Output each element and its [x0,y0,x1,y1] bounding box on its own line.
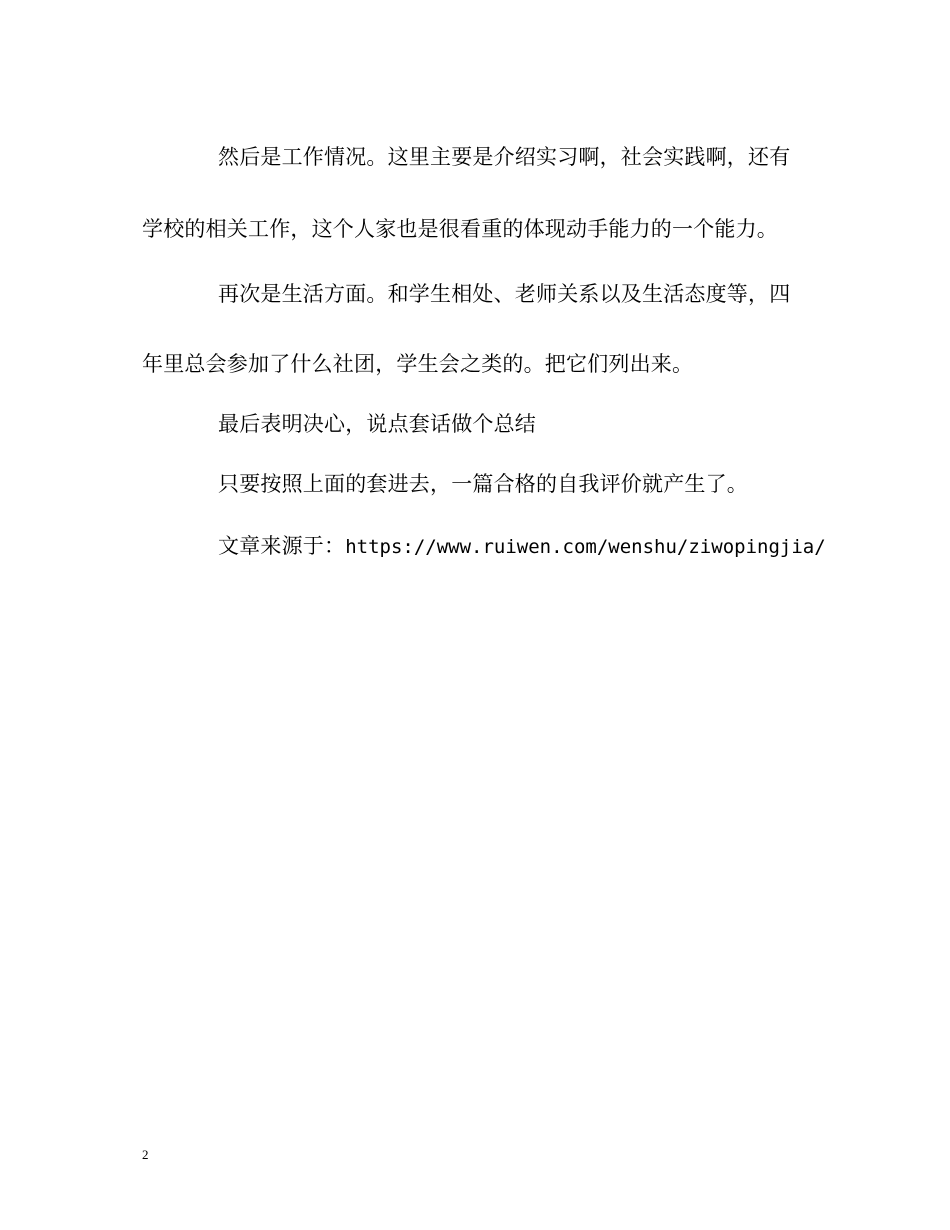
paragraph-line-work-1: 然后是工作情况。这里主要是介绍实习啊，社会实践啊，还有 [218,145,791,169]
paragraph-line-life-1: 再次是生活方面。和学生相处、老师关系以及生活态度等，四 [218,282,791,306]
paragraph-line-work-2: 学校的相关工作，这个人家也是很看重的体现动手能力的一个能力。 [142,217,778,241]
paragraph-line-summary: 只要按照上面的套进去，一篇合格的自我评价就产生了。 [218,472,748,496]
source-label: 文章来源于： [218,534,346,558]
source-line [218,533,826,560]
page-number: 2 [142,1147,149,1162]
paragraph-line-life-2: 年里总会参加了什么社团，学生会之类的。把它们列出来。 [142,352,694,376]
source-url: https://www.ruiwen.com/wenshu/ziwopingjia/ [345,536,826,558]
paragraph-line-conclusion: 最后表明决心，说点套话做个总结 [218,412,536,436]
